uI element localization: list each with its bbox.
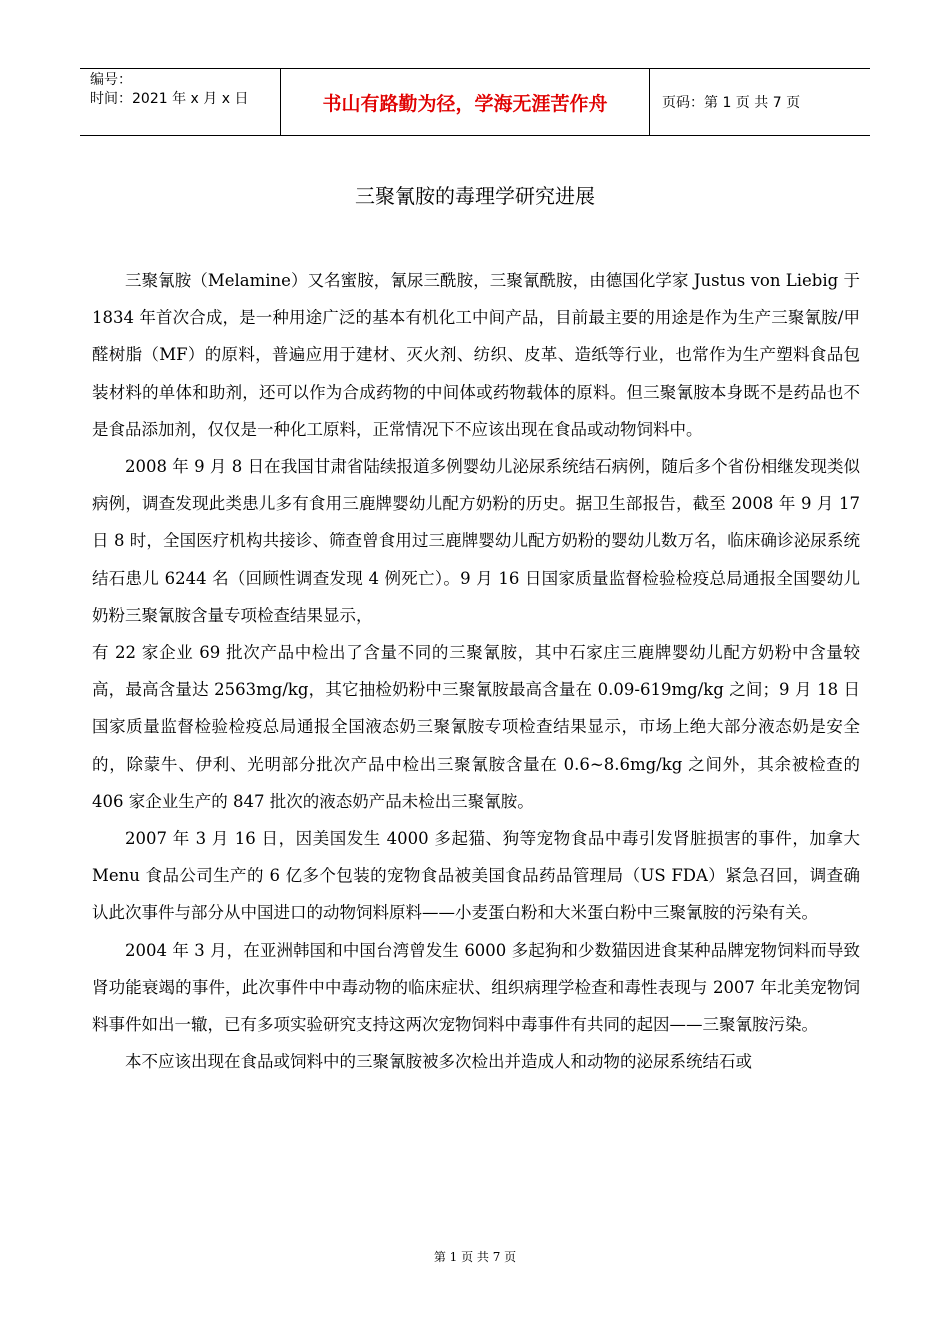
paragraph: 有 22 家企业 69 批次产品中检出了含量不同的三聚氰胺，其中石家庄三鹿牌婴幼儿配方奶粉中含量较高，最高含量达 2563mg/kg，其它抽检奶粉中三聚氰胺最高含量在 0.09-619mg/kg 之间；9 月 18 日国家质量监督检验检疫总局通报全国液态奶三聚氰胺专项检查结果显示，市场上绝大部分液态奶是安全的，除蒙牛、伊利、光明部分批次产品中检出三聚氰胺含量在 0.6~8.6mg/kg 之间外，其余被检查的 406 家企业生产的 847 批次的液态奶产品未检出三聚氰胺。 xyxy=(92,643,860,811)
document-number-label: 编号： xyxy=(90,72,132,88)
document-time-label: 时间：2021 年 x 月 x 日 xyxy=(90,91,249,107)
paragraph: 本不应该出现在食品或饲料中的三聚氰胺被多次检出并造成人和动物的泌尿系统结石或 xyxy=(125,1052,752,1072)
paragraph: 三聚氰胺（Melamine）又名蜜胺，氰尿三酰胺，三聚氰酰胺，由德国化学家 Justus von Liebig 于 1834 年首次合成，是一种用途广泛的基本有机化工中间产品，目前最主要的用途是作为生产三聚氰胺/甲醛树脂（MF）的原料，普遍应用于建材、灭火剂、纺织、皮革、造纸等行业，也常作为生产塑料食品包装材料的单体和助剂，还可以作为合成药物的中间体或药物载体的原料。但三聚氰胺本身既不是药品也不是食品添加剂，仅仅是一种化工原料，正常情况下不应该出现在食品或动物饲料中。 xyxy=(92,271,860,439)
header-page-info: 页码：第 1 页 共 7 页 xyxy=(662,95,801,111)
header-meta-cell xyxy=(80,69,280,135)
paragraph: 2008 年 9 月 8 日在我国甘肃省陆续报道多例婴幼儿泌尿系统结石病例，随后多个省份相继发现类似病例，调查发现此类患儿多有食用三鹿牌婴幼儿配方奶粉的历史。据卫生部报告，截至 2008 年 9 月 17 日 8 时，全国医疗机构共接诊、筛查曾食用过三鹿牌婴幼儿配方奶粉的婴幼儿数万名，临床确诊泌尿系统结石患儿 6244 名（回顾性调查发现 4 例死亡）。9 月 16 日国家质量监督检验检疫总局通报全国婴幼儿奶粉三聚氰胺含量专项检查结果显示， xyxy=(92,457,860,625)
document-body xyxy=(92,262,860,1080)
page-footer: 第 1 页 共 7 页 xyxy=(433,1250,517,1264)
header-table xyxy=(80,68,870,136)
document-title: 三聚氰胺的毒理学研究进展 xyxy=(355,184,595,208)
paragraph: 2004 年 3 月，在亚洲韩国和中国台湾曾发生 6000 多起狗和少数猫因进食某种品牌宠物饲料而导致肾功能衰竭的事件，此次事件中中毒动物的临床症状、组织病理学检查和毒性表现与 2007 年北美宠物饲料事件如出一辙，已有多项实验研究支持这两次宠物饲料中毒事件有共同的起因——三聚氰胺污染。 xyxy=(92,940,860,1035)
header-motto: 书山有路勤为径，学海无涯苦作舟 xyxy=(280,69,650,135)
paragraph: 2007 年 3 月 16 日，因美国发生 4000 多起猫、狗等宠物食品中毒引发肾脏损害的事件，加拿大 Menu 食品公司生产的 6 亿多个包装的宠物食品被美国食品药品管理局（US FDA）紧急召回，调查确认此次事件与部分从中国进口的动物饲料原料——小麦蛋白粉和大米蛋白粉中三聚氰胺的污染有关。 xyxy=(92,829,860,923)
